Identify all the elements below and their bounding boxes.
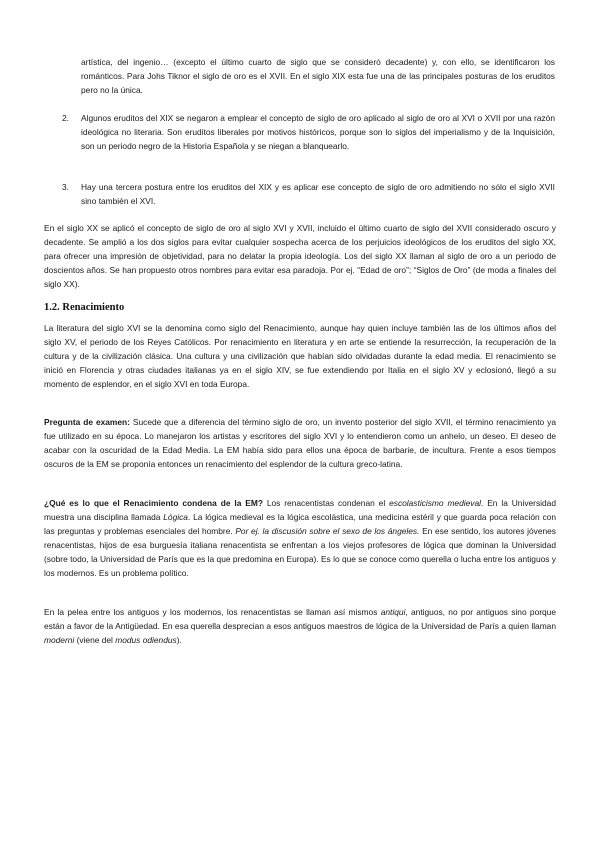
paragraph-text: En el siglo XX se aplicó el concepto de siglo de oro al siglo XVI y XVII, incluido el último cuarto de siglo del XVII considerado oscuro y decadente. Se amplió a los dos siglos para evitar cualquier sospecha acerca de los perjuicios ideológicos de los eruditos del siglo XX, para ofrecer una impresión de objetividad, para no delatar la propia ideología. Los del siglo XX llaman al siglo de oro a un periodo de doscientos años. Se han propuesto otros nombres para evitar esa paradoja. Por ej. “Edad de oro”; “Siglos de Oro” (de moda a finales del siglo XX).: [44, 223, 556, 289]
paragraph-text: [44, 606, 556, 648]
text-run: ).: [176, 634, 182, 645]
paragraph-condena: [44, 497, 556, 580]
italic-run: moderni: [44, 634, 75, 645]
bold-question: ¿Qué es lo que el Renacimiento condena de la EM?: [44, 498, 263, 508]
paragraph-renacimiento: [44, 322, 556, 392]
paragraph-pelea: [44, 606, 556, 648]
text-run: , antiguos, no por antiguos sino porque están a favor de la Antigüedad. En esa querella desprecian a esos antiguos maestros de lógica de la Universidad de París a quien llaman: [44, 607, 556, 631]
section-heading: 1.2. Renacimiento: [44, 302, 125, 313]
paragraph-text: [44, 416, 556, 472]
italic-run: antiqui: [380, 607, 406, 617]
paragraph-siglo-xx: [44, 222, 556, 292]
paragraph: Algunos eruditos del XIX se negaron a emplear el concepto de siglo de oro aplicado al siglo de oro al XVI o XVII por una razón ideológica no literaria. Son eruditos liberales por motivos históricos, porque son lo siglos del imperialismo y de la Inquisición, son un periodo negro de la Historia Española y se niegan a blanquearlo.: [81, 113, 555, 151]
paragraph-text: La literatura del siglo XVI se la denomina como siglo del Renacimiento, aunque hay quien incluye también las de los últimos años del siglo XV, el periodo de los Reyes Católicos. Por renacimiento en literatura y en arte se entiende la resurrección, la recuperación de la cultura y de la civilización clásica. Una cultura y una civilización que habían sido olvidadas durante la edad media. El renacimiento se inició en Florencia y otras ciudades italianas ya en el siglo XIV, se fue extendiendo por Italia en el siglo XV y eclosionó, llegó a su momento de esplendor, en el siglo XVI en toda Europa.: [44, 323, 556, 389]
paragraph: Hay una tercera postura entre los eruditos del XIX y es aplicar ese concepto de siglo de oro admitiendo no sólo el siglo XVII sino también el XVI.: [81, 182, 555, 206]
text-run: . La lógica medieval es la lógica escolástica, una medicina estéril y que guarda poca relación con las preguntas y problemas esenciales del hombre.: [44, 511, 556, 536]
list-item-3: [62, 181, 555, 209]
list-number: 2.: [62, 113, 69, 123]
list-item-2: [62, 112, 555, 154]
text-run: Sucede que a diferencia del término siglo de oro, un invento posterior del siglo XVII, el término renacimiento ya fue utilizado en su época. Lo manejaron los artistas y escritores del siglo XVI y lo entendieron como un anhelo, un deseo. El deseo de acabar con la oscuridad de la Edad Media. La EM había sido para ellos una época de barbarie, de incultura. Frente a esos tiempos oscuros de la EM se proponía entonces un renacimiento del esplendor de la cultura greco-latina.: [44, 417, 556, 469]
list-item-1-continuation: [81, 56, 555, 98]
paragraph-text: [44, 497, 556, 580]
italic-run: Por ej. la discusión sobre el sexo de los ángeles.: [235, 525, 420, 536]
paragraph-pregunta-examen: [44, 416, 556, 472]
italic-run: Lógica: [163, 511, 188, 522]
paragraph: artística, del ingenio… (excepto el último cuarto de siglo que se consideró decadente) y, con ello, se identificaron los románticos. Para Johs Tiknor el siglo de oro es el XVII. En el siglo XIX esta fue una de las principales posturas de los eruditos pero no la única.: [81, 57, 555, 95]
text-run: En ese sentido, los autores jóvenes renacentistas, hijos de esa burguesía italiana renacentista se enfrentan a los viejos profesores de lógica que dominan la Universidad (sobre todo, la Universidad de París que es la que predomina en Europa). Es lo que se conoce como querella o lucha entre los antiguos y los modernos. Es un problema político.: [44, 525, 556, 578]
text-run: (viene del: [74, 634, 116, 645]
text-run: . En la Universidad muestra una disciplina llamada: [44, 498, 556, 522]
bold-label: Pregunta de examen:: [44, 417, 130, 427]
text-run: Los renacentistas condenan el: [262, 498, 390, 508]
italic-run: modus odiendus: [115, 634, 177, 645]
italic-run: escolasticismo medieval: [389, 498, 481, 508]
list-number: 3.: [62, 182, 69, 192]
text-run: En la pelea entre los antiguos y los modernos, los renacentistas se llaman así mismos: [44, 607, 381, 617]
